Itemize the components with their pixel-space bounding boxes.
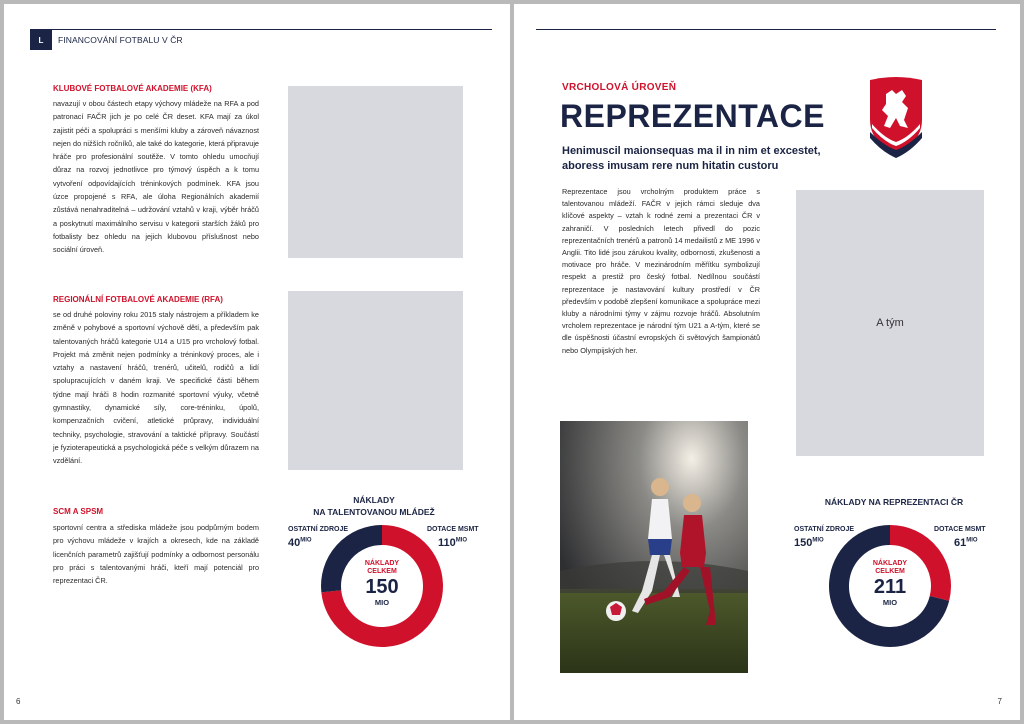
donut-title-line2: NA TALENTOVANOU MLÁDEŽ <box>313 507 435 517</box>
section-heading-scm: SCM A SPSM <box>53 507 104 516</box>
football-photo <box>560 421 748 673</box>
donut-right-unit: MIO <box>455 537 468 544</box>
donut-left-value-wrap <box>288 537 312 549</box>
donut-r-right-label: DOTACE MSMT <box>934 526 986 533</box>
donut-title-national: NÁKLADY NA REPREZENTACI ČR <box>824 497 964 507</box>
left-page <box>4 4 510 720</box>
page-title: REPREZENTACE <box>560 98 825 134</box>
donut-r-left-unit: MIO <box>812 537 824 544</box>
donut-title-youth <box>294 494 454 518</box>
page-number-right: 7 <box>997 697 1002 706</box>
donut-center-label1: NÁKLADY <box>364 560 400 567</box>
donut-r-right-unit: MIO <box>966 537 978 544</box>
donut-r-center-value: 211 <box>873 576 907 598</box>
header-rule-right <box>536 29 996 30</box>
subtitle: Henimuscil maionsequas ma il in nim et excestet, aboress imusam rere num hitatin custoru <box>562 145 821 172</box>
image-placeholder-1 <box>288 86 463 258</box>
facr-crest-icon <box>866 76 926 160</box>
donut-center-unit: MIO <box>374 598 390 607</box>
image-placeholder-a-team <box>796 190 984 456</box>
donut-center-value: 150 <box>365 576 399 598</box>
donut-r-right-value: 61 <box>954 537 967 549</box>
donut-center-national <box>848 560 932 607</box>
donut-r-right-value-wrap <box>954 537 978 549</box>
right-page <box>514 4 1020 720</box>
donut-r-left-value: 150 <box>794 537 813 549</box>
donut-r-left-value-wrap <box>794 537 824 549</box>
donut-left-label: OSTATNÍ ZDROJE <box>288 526 349 533</box>
section-heading-rfa: REGIONÁLNÍ FOTBALOVÉ AKADEMIE (RFA) <box>53 295 223 304</box>
header-title: FINANCOVÁNÍ FOTBALU V ČR <box>58 35 183 45</box>
donut-left-value: 40 <box>288 537 301 549</box>
football-photo-image <box>560 421 748 673</box>
section-text-rfa: se od druhé poloviny roku 2015 staly nástrojem a příkladem ke změně v pohybové a sportovní výchově dětí, a především pak talentovaných hráčů kategorie U14 a U15 pro vrcholový fotbal. Projekt má změnit nejen podmínky a tréninkový proces, ale i vztahy a nastavení hráčů, trenérů, učitelů, rodičů a lidí spolupracujících v daném kraji. Ve specifické části během týdne mají hráči 8 hodin rozmanité sportovní výuky, včetně gymnastiky, dynamické síly, core-tréninku, úpolů, kompenzačních cvičení, atletické průpravy, individuální techniky, psychologie, stravování a taktické přípravy. Součástí je fyzioterapeutická a psychologická péče s velkým důrazem na vzdělání. <box>53 310 259 466</box>
header-rule <box>30 29 492 30</box>
donut-right-value: 110 <box>438 537 456 549</box>
donut-r-center-label2: CELKEM <box>875 568 905 575</box>
image-placeholder-2 <box>288 291 463 470</box>
donut-right-label: DOTACE MSMT <box>427 526 479 533</box>
donut-title-line1: NÁKLADY <box>353 495 395 505</box>
donut-r-center-label1: NÁKLADY <box>872 560 908 567</box>
section-text-kfa: navazují v obou částech etapy výchovy mládeže na RFA a pod patronací FAČR jich je po celé ČR deset. KFA mají za úkol zajistit péči a spolupráci s menšími kluby a zároveň návaznost nejen do nižších ročníků, ale také do kategorie, která připravuje hráče pro profesionální soutěže. V tomto ohledu umocňují důraz na rozvoj jednotlivce pro týmový úspěch a k tomu vytvoření odpovídajících tréninkových podmínek. KFA jsou úzce propojené s RFA, ale úloha Regionálních akademií zůstává nenahraditelná – udržování vztahů v kraji, výběr hráčů a poskytnutí maximálního servisu v kategorii starších žáků pro fotbalisty bez ohledu na jejich klubovou příslušnost nebo sociální úroveň. <box>53 99 259 255</box>
body-text: Reprezentace jsou vrcholným produktem práce s talentovanou mládeží. FAČR v jejich rámci sleduje dva klíčové aspekty – vztah k rodné zemi a prezentaci ČR v zahraničí. V posledních letech přivedl do pozic reprezentačních trenérů a patronů 14 medailistů z ME 1996 v Anglii. Tito lidé jsou zárukou kvality, odbornosti, zkušenosti a motivace pro hráče. V mezinárodním měřítku symbolizují respekt a prestiž pro český fotbal. Nedílnou součástí reprezentace je nastavování kultury prostředí v ČR především v podobě zlepšení komunikace a spolupráce mezi kluby a národními týmy v zájmu rozvoje hráčů. Absolutním vrcholem reprezentace je národní tým U21 a A-tým, které se dle úspěšnosti účastní evropských či světových šampionátů nebo Olympijských her. <box>562 187 760 355</box>
donut-center-youth <box>340 560 424 607</box>
image-label: A tým <box>876 317 904 329</box>
page-number-left: 6 <box>16 697 21 706</box>
donut-center-label2: CELKEM <box>367 568 397 575</box>
kicker: VRCHOLOVÁ ÚROVEŇ <box>562 82 677 93</box>
donut-r-center-unit: MIO <box>882 598 898 607</box>
donut-left-unit: MIO <box>300 537 312 544</box>
section-text-scm: sportovní centra a střediska mládeže jsou podpůrným bodem pro výchovu mládeže v krajích a okresech, kde na základě licenčních parametrů zajišťují podmínky a odbornost personálu pro práci s talentovanými hráči, kteří mají potenciál pro reprezentaci ČR. <box>53 523 259 586</box>
section-heading-kfa: KLUBOVÉ FOTBALOVÉ AKADEMIE (KFA) <box>53 84 212 93</box>
donut-r-left-label: OSTATNÍ ZDROJE <box>794 526 855 533</box>
header-badge: L <box>30 30 52 50</box>
